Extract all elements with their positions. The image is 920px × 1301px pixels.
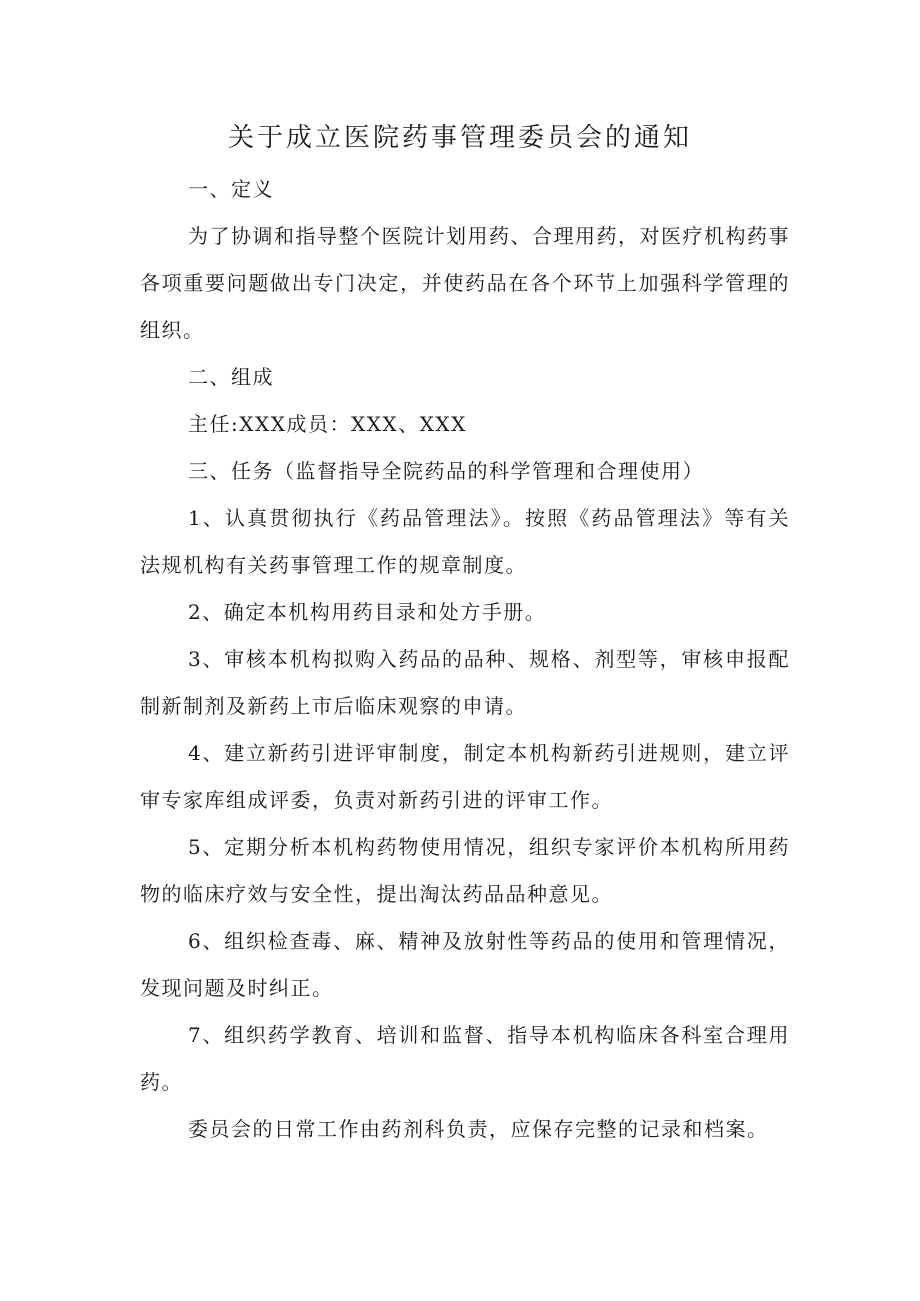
task-item-3: 3、审核本机构拟购入药品的品种、规格、剂型等，审核申报配制新制剂及新药上市后临床观察的申请。	[140, 647, 790, 718]
task-item-6: 6、组织检查毒、麻、精神及放射性等药品的使用和管理情况，发现问题及时纠正。	[140, 929, 790, 1000]
document-body	[140, 166, 790, 1153]
section-heading-definition: 一、定义	[188, 177, 274, 201]
section-heading-composition: 二、组成	[188, 365, 274, 389]
task-item-2: 2、确定本机构用药目录和处方手册。	[188, 600, 547, 624]
definition-paragraph: 为了协调和指导整个医院计划用药、合理用药，对医疗机构药事各项重要问题做出专门决定，并使药品在各个环节上加强科学管理的组织。	[140, 224, 790, 342]
task-item-4: 4、建立新药引进评审制度，制定本机构新药引进规则，建立评审专家库组成评委，负责对新药引进的评审工作。	[140, 741, 790, 812]
composition-members: 主任:XXX成员：XXX、XXX	[188, 412, 467, 436]
document-title: 关于成立医院药事管理委员会的通知	[227, 123, 692, 153]
task-item-5: 5、定期分析本机构药物使用情况，组织专家评价本机构所用药物的临床疗效与安全性，提出淘汰药品品种意见。	[140, 835, 790, 906]
section-heading-tasks: 三、任务（监督指导全院药品的科学管理和合理使用）	[188, 459, 704, 483]
task-item-1: 1、认真贯彻执行《药品管理法》。按照《药品管理法》等有关法规机构有关药事管理工作的规章制度。	[140, 506, 790, 577]
closing-paragraph: 委员会的日常工作由药剂科负责，应保存完整的记录和档案。	[188, 1117, 769, 1141]
task-item-7: 7、组织药学教育、培训和监督、指导本机构临床各科室合理用药。	[140, 1023, 790, 1094]
